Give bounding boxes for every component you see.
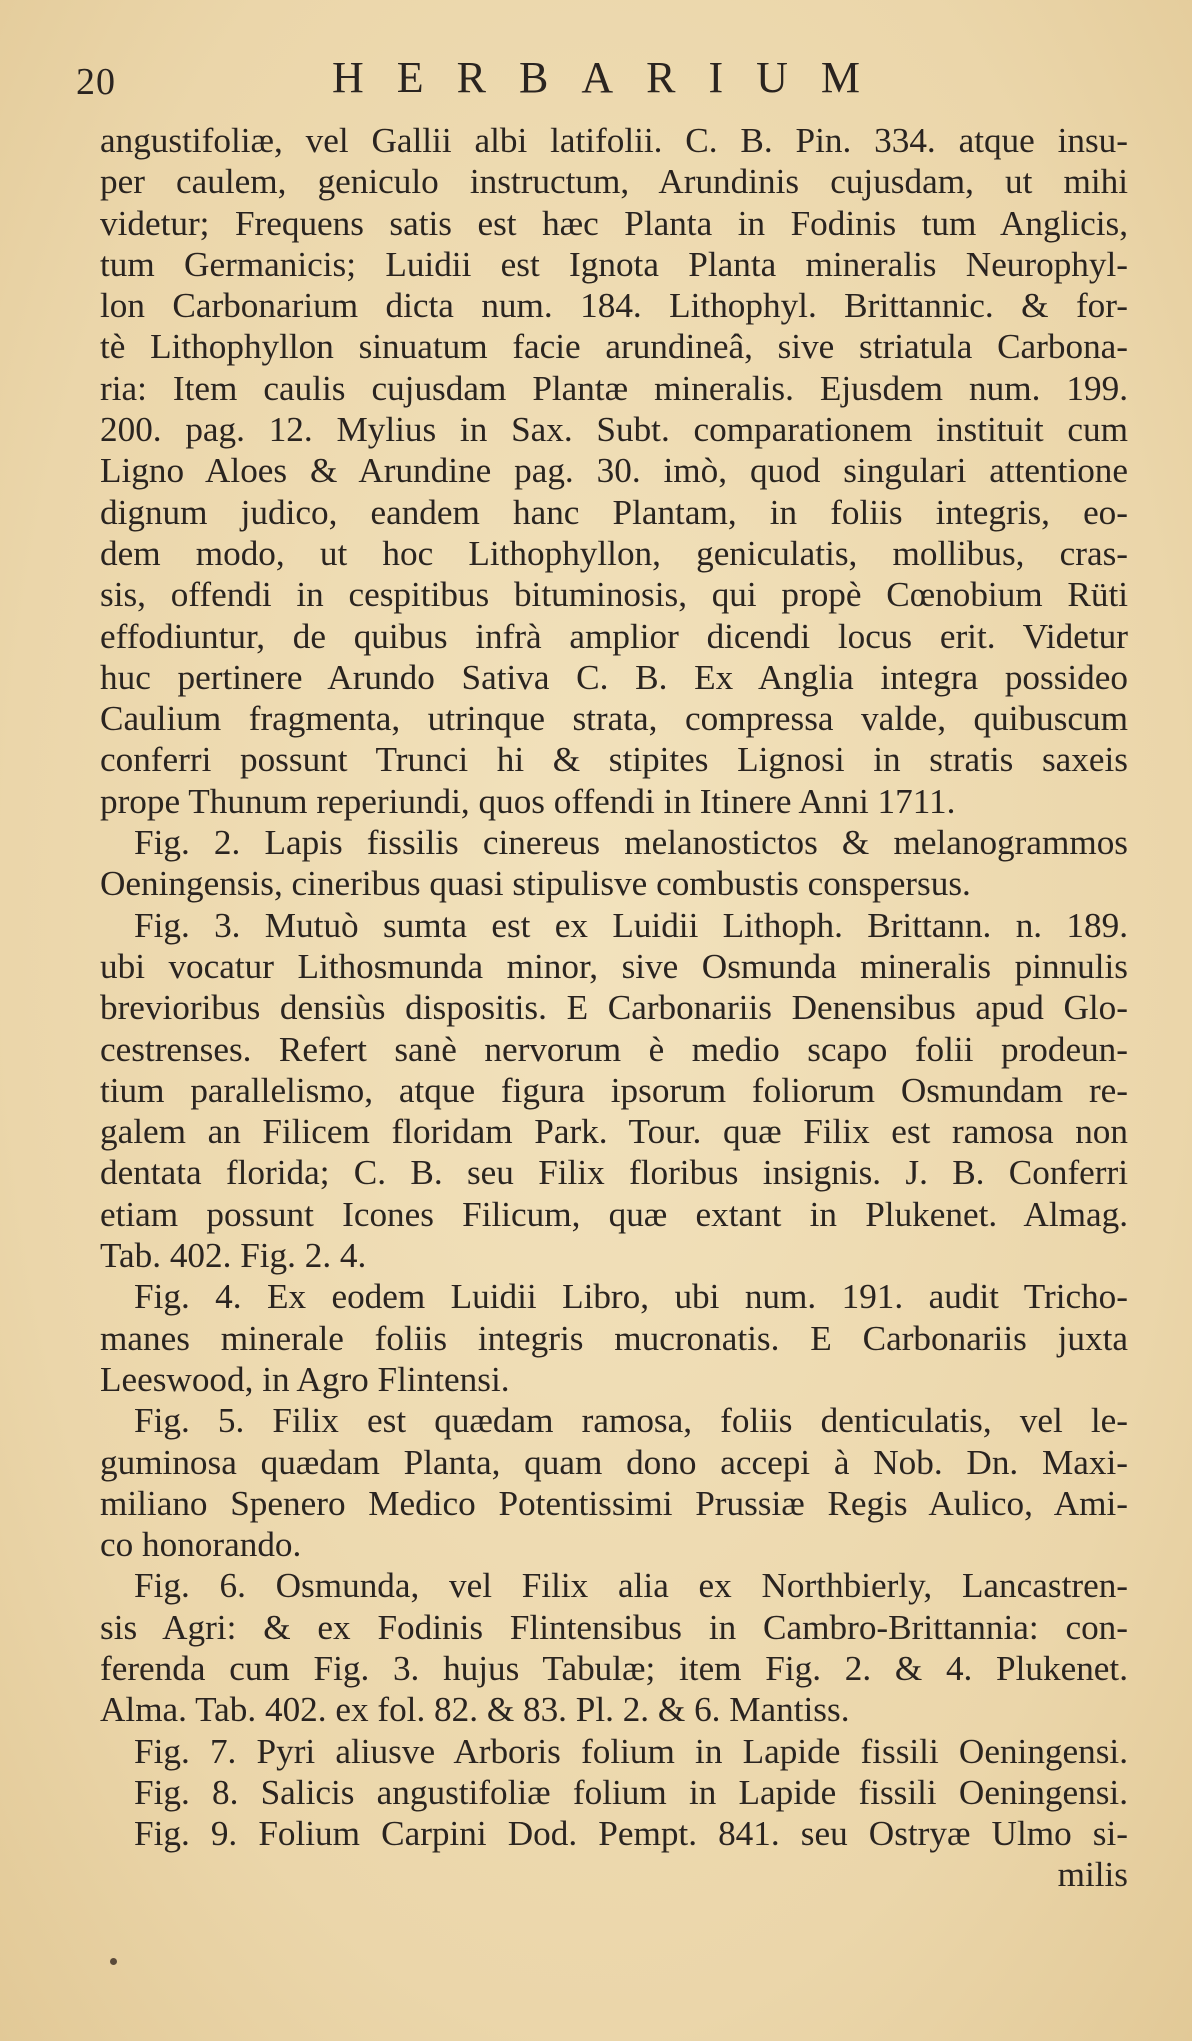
running-title: HERBARIUM xyxy=(332,53,894,102)
text-line: ria: Item caulis cujusdam Plantæ mineralis. Ejusdem num. 199. xyxy=(100,368,1128,408)
text-line: dem modo, ut hoc Lithophyllon, geniculatis, mollibus, cras- xyxy=(100,533,1128,573)
text-line: Ligno Aloes & Arundine pag. 30. imò, quod singulari attentione xyxy=(100,451,1128,491)
text-line: miliano Spenero Medico Potentissimi Prussiæ Regis Aulico, Ami- xyxy=(100,1483,1128,1523)
text-line: brevioribus densiùs dispositis. E Carbonariis Denensibus apud Glo- xyxy=(100,988,1128,1028)
text-line: ferenda cum Fig. 3. hujus Tabulæ; item Fig. 2. & 4. Plukenet. xyxy=(100,1648,1128,1688)
text-line: cestrenses. Refert sanè nervorum è medio scapo folii prodeun- xyxy=(100,1029,1128,1069)
text-line: galem an Filicem floridam Park. Tour. quæ Filix est ramosa non xyxy=(100,1112,1128,1152)
text-line: angustifoliæ, vel Gallii albi latifolii. C. B. Pin. 334. atque insu- xyxy=(100,121,1128,160)
text-line: Caulium fragmenta, utrinque strata, compressa valde, quibuscum xyxy=(100,699,1128,739)
text-line: tium parallelismo, atque figura ipsorum foliorum Osmundam re- xyxy=(100,1070,1128,1110)
text-line: etiam possunt Icones Filicum, quæ extant in Plukenet. Almag. xyxy=(100,1194,1128,1234)
text-line: huc pertinere Arundo Sativa C. B. Ex Anglia integra possideo xyxy=(100,657,1128,697)
text-line: Tab. 402. Fig. 2. 4. xyxy=(100,1236,367,1276)
text-line: manes minerale foliis integris mucronatis. E Carbonariis juxta xyxy=(100,1318,1128,1358)
text-line: Alma. Tab. 402. ex fol. 82. & 83. Pl. 2. & 6. Mantiss. xyxy=(100,1690,850,1730)
figure-caption-line: Fig. 9. Folium Carpini Dod. Pempt. 841. seu Ostryæ Ulmo si- xyxy=(134,1814,1128,1854)
figure-caption-line: Fig. 8. Salicis angustifoliæ folium in Lapide fissili Oeningensi. xyxy=(134,1772,1128,1812)
text-line: conferri possunt Trunci hi & stipites Lignosi in stratis saxeis xyxy=(100,740,1128,780)
text-line: effodiuntur, de quibus infrà amplior dicendi locus erit. Videtur xyxy=(100,616,1128,656)
figure-caption-line: Fig. 6. Osmunda, vel Filix alia ex Northbierly, Lancastren- xyxy=(134,1566,1128,1606)
page-header xyxy=(76,52,1116,112)
text-line: dentata florida; C. B. seu Filix floribus insignis. J. B. Conferri xyxy=(100,1153,1128,1193)
text-line: sis Agri: & ex Fodinis Flintensibus in Cambro-Brittannia: con- xyxy=(100,1607,1128,1647)
text-line: Leeswood, in Agro Flintensi. xyxy=(100,1359,510,1399)
text-line: guminosa quædam Planta, quam dono accepi à Nob. Dn. Maxi- xyxy=(100,1442,1128,1482)
text-line: tum Germanicis; Luidii est Ignota Planta mineralis Neurophyl- xyxy=(100,244,1128,284)
figure-caption-line: Fig. 3. Mutuò sumta est ex Luidii Lithoph. Brittann. n. 189. xyxy=(134,905,1128,945)
text-line: tè Lithophyllon sinuatum facie arundineâ, sive striatula Carbona- xyxy=(100,327,1128,367)
text-line: lon Carbonarium dicta num. 184. Lithophyl. Brittannic. & for- xyxy=(100,286,1128,326)
text-line: co honorando. xyxy=(100,1525,302,1565)
text-line: Oeningensis, cineribus quasi stipulisve combustis conspersus. xyxy=(100,864,971,904)
text-line: ubi vocatur Lithosmunda minor, sive Osmunda mineralis pinnulis xyxy=(100,946,1128,986)
figure-caption-line: Fig. 5. Filix est quædam ramosa, foliis denticulatis, vel le- xyxy=(134,1401,1128,1441)
text-line: dignum judico, eandem hanc Plantam, in foliis integris, eo- xyxy=(100,492,1128,532)
page-number: 20 xyxy=(76,61,116,103)
figure-caption-line: Fig. 7. Pyri aliusve Arboris folium in Lapide fissili Oeningensi. xyxy=(134,1731,1128,1771)
text-line: videtur; Frequens satis est hæc Planta in Fodinis tum Anglicis, xyxy=(100,203,1128,243)
figure-caption-line: Fig. 2. Lapis fissilis cinereus melanostictos & melanogrammos xyxy=(134,823,1128,863)
text-line: per caulem, geniculo instructum, Arundinis cujusdam, ut mihi xyxy=(100,162,1128,202)
text-line: sis, offendi in cespitibus bituminosis, qui propè Cœnobium Rüti xyxy=(100,575,1128,615)
body-text xyxy=(100,120,1128,1896)
text-line: prope Thunum reperiundi, quos offendi in Itinere Anni 1711. xyxy=(100,781,956,821)
catchword-line: milis xyxy=(1057,1855,1128,1895)
text-line: 200. pag. 12. Mylius in Sax. Subt. comparationem instituit cum xyxy=(100,410,1128,450)
figure-caption-line: Fig. 4. Ex eodem Luidii Libro, ubi num. 191. audit Tricho- xyxy=(134,1277,1128,1317)
ink-spot xyxy=(110,1958,117,1965)
